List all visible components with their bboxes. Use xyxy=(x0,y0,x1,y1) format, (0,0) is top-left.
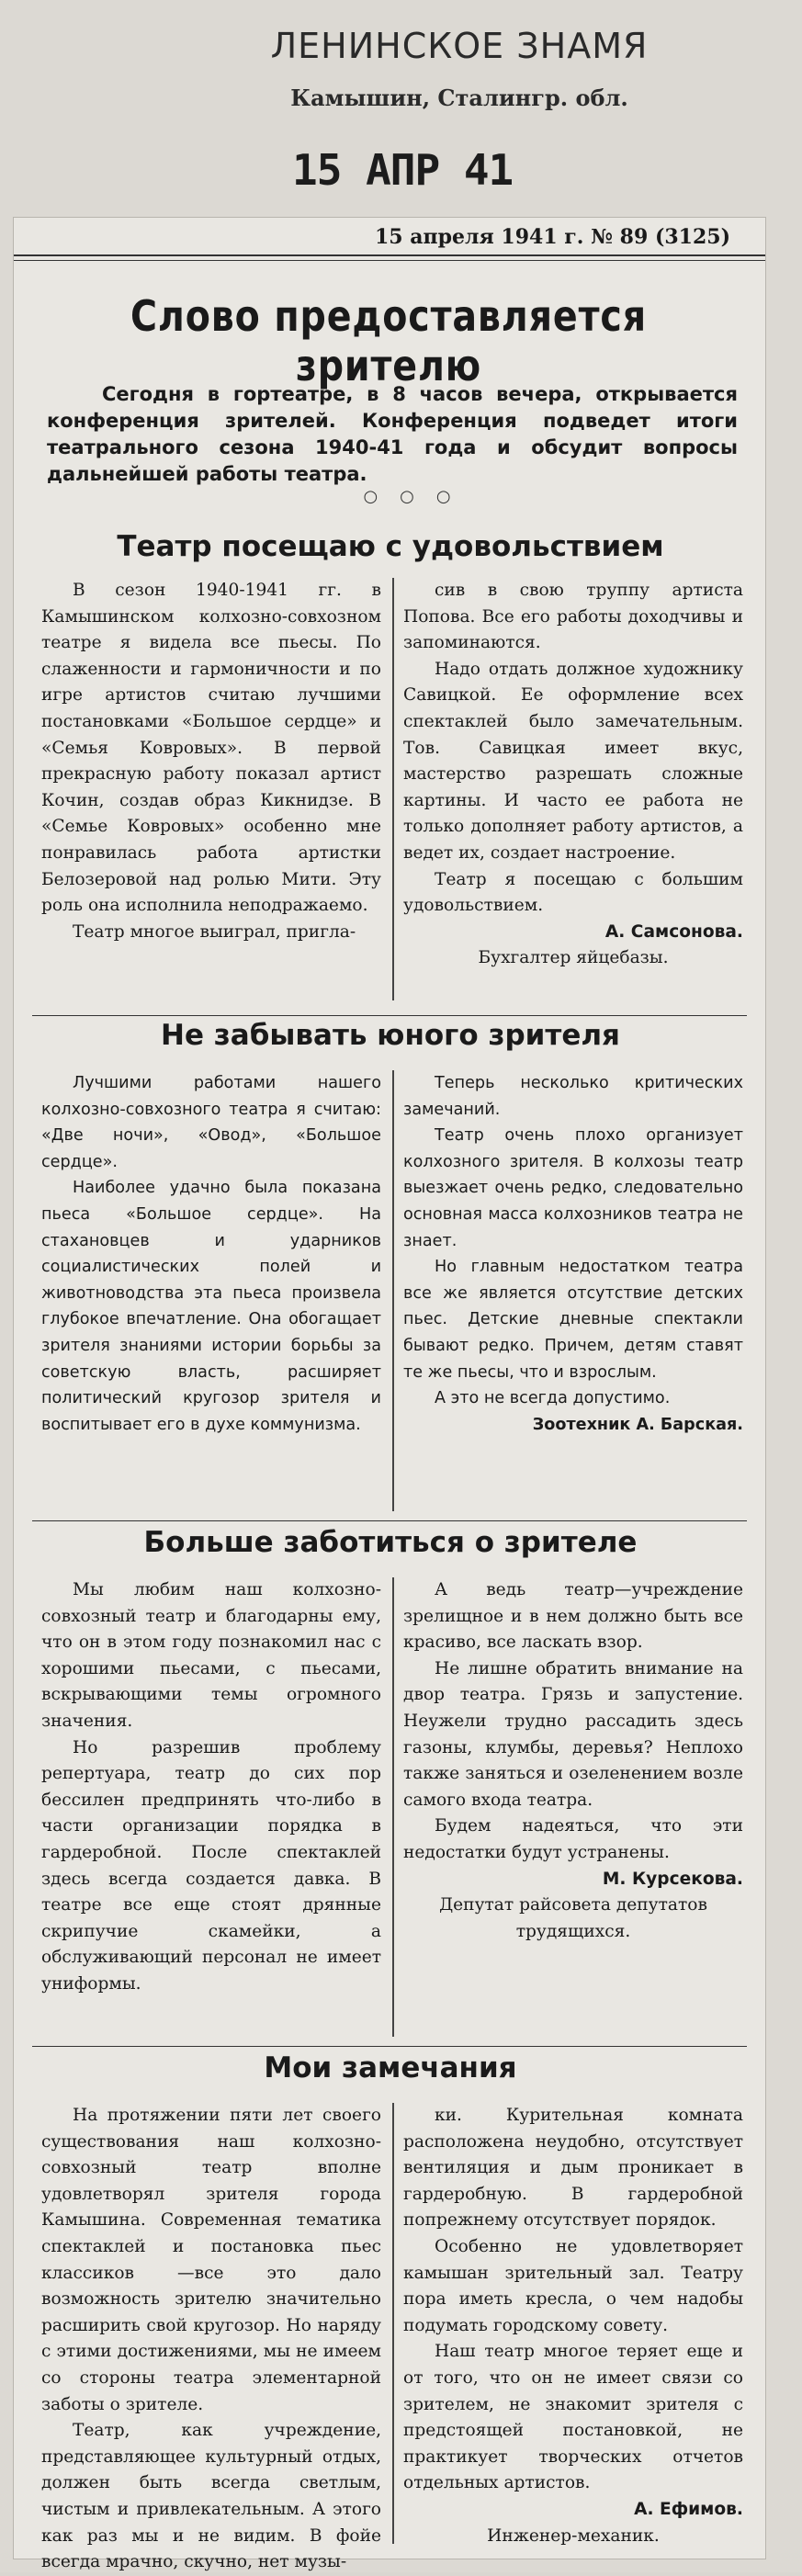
paragraph: Будем надеяться, что эти недостатки будут устранены. xyxy=(403,1816,743,1862)
article-3-signature: М. Курсекова. xyxy=(602,1869,743,1889)
article-2-title: Не забывать юного зрителя xyxy=(161,1019,620,1052)
paragraph: ки. Курительная комната расположена неудобно, отсутствует вентиляция и дым проникает в гардеробную. В гардеробной попрежнему отсутствует порядок. xyxy=(403,2106,743,2231)
ornament-separator: ○○○ xyxy=(363,487,473,506)
paragraph: Теперь несколько критических замечаний. xyxy=(403,1074,743,1119)
paragraph: На протяжении пяти лет своего существования наш колхозно-совхозный театр вполне удовлетворял зрителя города Камышина. Современная тематика спектаклей и постановка пьес классиков —все это дало возможность зрителю значительно расширить свой кругозор. Но наряду с этими достижениями, мы не имеем со стороны театра элементарной заботы о зрителе. xyxy=(41,2106,381,2414)
clipping xyxy=(13,217,766,2572)
paragraph: Особенно не удовлетворяет камышан зрительный зал. Театру пора иметь кресла, о чем надобы подумать городскому совету. xyxy=(403,2236,743,2335)
article-3-left-column xyxy=(41,1577,381,1998)
masthead xyxy=(0,0,802,216)
article-1-right-column xyxy=(403,578,743,972)
article-1-signature-role: Бухгалтер яйцебазы. xyxy=(478,948,669,968)
newspaper-place: Камышин, Сталингр. обл. xyxy=(290,85,628,111)
issue-dateline: 15 апреля 1941 г. № 89 (3125) xyxy=(374,225,730,249)
article-4-signature: А. Ефимов. xyxy=(634,2499,743,2519)
main-headline: Слово предоставляется зрителю xyxy=(130,291,647,390)
article-4-title: Мои замечания xyxy=(264,2051,517,2085)
paragraph: Театр очень плохо организует колхозного зрителя. В колхозы театр выезжает очень редко, следовательно основная масса колхозников театра не знает. xyxy=(403,1126,743,1250)
article-2-right-column xyxy=(403,1070,743,1438)
paragraph: А ведь театр—учреждение зрелищное и в нем должно быть все красиво, все ласкать взор. xyxy=(403,1580,743,1653)
paragraph: сив в свою труппу артиста Попова. Все его работы доходчивы и запоминаются. xyxy=(403,581,743,653)
article-1-signature: А. Самсонова. xyxy=(604,921,743,942)
paragraph: Мы любим наш колхозно-совхозный театр и благодарны ему, что он в этом году познакомил нас с хорошими пьесами, с пьесами, вскрывающими темы огромного значения. xyxy=(41,1580,381,1731)
article-1-title: Театр посещаю с удовольствием xyxy=(117,530,664,563)
article-2-signature: Зоотехник А. Барская. xyxy=(532,1415,743,1434)
section-rule xyxy=(32,2046,747,2047)
paragraph: Наиболее удачно была показана пьеса «Большое сердце». На стахановцев и ударников социалистических полей и животноводства эта пьеса произвела глубокое впечатление. Она обогащает зрителя знаниями истории борьбы за советскую власть, расширяет политический кругозор зрителя и воспитывает его в духе коммунизма. xyxy=(41,1179,381,1434)
paragraph: А это не всегда допустимо. xyxy=(435,1389,671,1408)
article-3-title: Больше заботиться о зрителе xyxy=(143,1526,638,1559)
column-divider xyxy=(392,1070,394,1511)
paragraph: Но главным недостатком театра все же является отсутствие детских пьес. Детские дневные спектакли бывают редко. Причем, детям ставят те же пьесы, что и взрослым. xyxy=(403,1258,743,1382)
article-3-right-column xyxy=(403,1577,743,1945)
paragraph: Театр я посещаю с большим удовольствием. xyxy=(403,869,743,916)
paragraph: В сезон 1940-1941 гг. в Камышинском колхозно-совхозном театре я видела все пьесы. По слаженности и гармоничности и по игре артистов считаю лучшими постановками «Большое сердце» и «Семья Ковровых». В первой прекрасную работу показал артист Кочин, создав образ Кикнидзе. В «Семье Ковровых» особенно мне понравилась работа артистки Белозеровой над ролью Мити. Эту роль она исполнила неподражаемо. xyxy=(41,581,381,916)
paragraph: Надо отдать должное художнику Савицкой. Ее оформление всех спектаклей было замечательным. Тов. Савицкая имеет вкус, мастерство разрешать сложные картины. И часто ее работа не только дополняет работу артистов, а ведет их, создает настроение. xyxy=(403,659,743,863)
column-divider xyxy=(392,2103,394,2544)
article-4-left-column xyxy=(41,2103,381,2576)
section-rule xyxy=(32,1015,747,1016)
paragraph: Лучшими работами нашего колхозно-совхозного театра я считаю: «Две ночи», «Овод», «Большое сердце». xyxy=(41,1074,381,1171)
paragraph: Не лишне обратить внимание на двор театра. Грязь и запустение. Неужели трудно рассадить здесь газоны, клумбы, деревья? Неплохо также заняться и озеленением возле самого входа театра. xyxy=(403,1658,743,1810)
newspaper-title: ЛЕНИНСКОЕ ЗНАМЯ xyxy=(270,26,649,66)
column-divider xyxy=(392,578,394,1000)
intro-text: Сегодня в гортеатре, в 8 часов вечера, открывается конференция зрителей. Конференция подведет итоги театрального сезона 1940-41 года и обсудит вопросы дальнейшей работы театра. xyxy=(47,383,738,485)
article-4-right-column xyxy=(403,2103,743,2549)
article-2-left-column xyxy=(41,1070,381,1438)
paragraph: Но разрешив проблему репертуара, театр до сих пор бессилен предпринять что-либо в части организации порядка в гардеробной. После спектаклей здесь всегда создается давка. В театре все еще стоят дрянные скрипучие скамейки, а обслуживающий персонал не имеет униформы. xyxy=(41,1737,381,1994)
article-4-signature-role: Инженер-механик. xyxy=(487,2525,660,2546)
article-1-left-column xyxy=(41,578,381,945)
paragraph: Театр, как учреждение, представляющее культурный отдых, должен быть всегда светлым, чистым и привлекательным. А этого как раз мы и не видим. В фойе всегда мрачно, скучно, нет музы- xyxy=(41,2421,381,2572)
article-3-signature-role: Депутат райсовета депутатов трудящихся. xyxy=(439,1895,707,1941)
paragraph: Наш театр многое теряет еще и от того, что он не имеет связи со зрителем, не знакомит зрителя с предстоящей постановкой, не практикует творческих отчетов отдельных артистов. xyxy=(403,2342,743,2493)
column-divider xyxy=(392,1577,394,2037)
top-rule-thin xyxy=(14,260,765,261)
date-stamp: 15 АПР 41 xyxy=(292,145,514,195)
paragraph: Театр многое выиграл, пригла- xyxy=(73,921,356,942)
intro-paragraph xyxy=(47,381,738,488)
section-rule xyxy=(32,1520,747,1521)
top-rule xyxy=(14,254,765,256)
